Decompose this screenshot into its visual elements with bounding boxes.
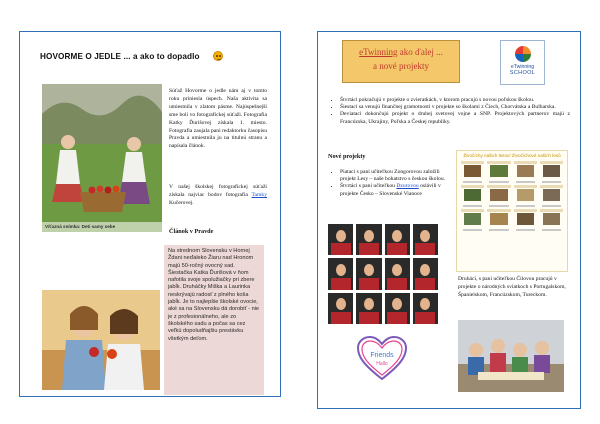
title-rest: ako ďalej ...	[397, 47, 443, 57]
logo-text-school: SCHOOL	[509, 70, 536, 76]
table-grid	[457, 158, 567, 234]
animal-cell	[461, 161, 484, 183]
student-photo	[385, 224, 410, 255]
animal-cell	[487, 209, 510, 231]
second-graders-paragraph	[458, 276, 566, 300]
classroom-photo	[458, 320, 564, 392]
friends-heart-graphic	[356, 335, 408, 381]
logo-text-etwinning: eTwinning	[510, 64, 535, 70]
article-subheading: Článok v Pravde	[169, 228, 214, 235]
right-page	[317, 31, 581, 409]
animal-cell	[514, 209, 537, 231]
etwinning-logo-icon	[515, 46, 531, 62]
etwinning-title-box	[342, 40, 460, 83]
project-bullets	[328, 97, 570, 126]
title-line2: a nové projekty	[373, 61, 429, 71]
new-projects-heading: Nové projekty	[328, 153, 366, 160]
animal-cell	[514, 161, 537, 183]
animal-cell	[540, 209, 563, 231]
animal-cell	[461, 185, 484, 207]
student-photo	[385, 293, 410, 324]
etwinning-brand: eTwinning	[359, 47, 398, 57]
student-photo-grid	[328, 224, 438, 324]
school-contest-paragraph	[169, 184, 267, 208]
list-item	[340, 183, 448, 197]
animal-cell	[461, 209, 484, 231]
list-item: • Šiestaci sa venujú finančnej gramotnosti v projekte so školami z Čiech, Chorvátska a Bulharska.	[340, 104, 570, 111]
left-page	[19, 31, 281, 397]
table-title: Živočíchy našich lesov/ Živočíchové našich lesů	[463, 153, 561, 158]
student-photo	[413, 293, 438, 324]
friends-label: Friends	[370, 352, 394, 359]
apple-harvest-photo	[42, 84, 162, 232]
list-item: • Štvrtáci pokračujú v projekte o zvieratkách, v ktorom pracujú s novou poľskou školou.	[340, 97, 570, 104]
animal-cell	[540, 185, 563, 207]
student-photo	[385, 258, 410, 289]
paragraph-text: Druháci, s pani učiteľkou Čilovou pracujú v projekte o národných sviatkoch s Portugalskom, Španielskom, Francúzskom, Tureckom.	[458, 276, 566, 298]
hallo-label: Hallo	[376, 361, 388, 367]
student-photo	[356, 224, 381, 255]
student-photo	[356, 293, 381, 324]
etwinning-school-logo	[500, 40, 545, 85]
new-project-bullets	[328, 169, 448, 198]
name-link[interactable]: Tamky	[251, 191, 267, 198]
paragraph-text: Kučerovej.	[169, 199, 194, 206]
student-photo	[328, 293, 353, 324]
girls-apples-photo	[42, 290, 160, 390]
student-photo	[413, 258, 438, 289]
paragraph-text: V našej školskej fotografickej súťaži získala najviac bodov fotografia	[169, 184, 267, 198]
list-item-text: Štvrtáci s pani učiteľkou	[340, 183, 397, 190]
forest-animals-table	[456, 150, 568, 272]
animal-cell	[540, 161, 563, 183]
teacher-link[interactable]: Dzurovou	[396, 183, 419, 190]
animal-cell	[487, 161, 510, 183]
smiley-icon	[213, 51, 223, 61]
contest-paragraph: Súťaž Hovorme o jedle nám aj v tomto roku priniesla úspech. Naša aktivita sa umiestnila v zlatom pásme. Najúspešnejší sme boli vo fotografickej súťaži. Fotografia Katky Ďurišovej získala 1. miesto. Fotografia zaujala pani redaktorku časopisu Pravda a umiestnila ju na titulnú stranu a napísala článok.	[169, 88, 267, 150]
page-heading: HOVORME O JEDLE ... a ako to dopadlo	[40, 52, 200, 61]
list-item: • Piataci s pani učiteľkou Zongorovou založili projekt Lesy – naše bohatstvo s českou školou.	[340, 169, 448, 183]
clipping-text: Na strednom Slovensku v Hornej Ždani neďaleko Žiaru nad Hronom majú 50-ročný ovocný sad. Šiestačka Katka Ďurišová v ňom nafotila svoje spolužiačky pri zbere jabĺk. Druháčky Miška a Laurinka neskrývajú radosť z plného koša jabĺk. Je to najlepšie školské ovocie, aké sa na Slovensku dá dorobiť - nie je z profesionálneho, ale zo školského sadu a počas sa cez veľkú dopoludňajšiu prestávku všetkým deťom.	[168, 248, 260, 342]
student-photo	[413, 224, 438, 255]
student-photo	[328, 258, 353, 289]
animal-cell	[487, 185, 510, 207]
student-photo	[356, 258, 381, 289]
newspaper-clipping	[164, 245, 264, 395]
list-item-text: oslávili v projekte Česko – Slovenské Vianoce	[340, 183, 441, 197]
list-item: • Deviataci dokončujú projekt o druhej svetovej vojne a SNP. Projektových partnerov majú z Francúzska, Ukrajiny, Poľska a Českej republiky.	[340, 111, 570, 125]
photo-caption: Víťazná snímka: Deti samy sebe	[42, 222, 162, 232]
animal-cell	[514, 185, 537, 207]
student-photo	[328, 224, 353, 255]
